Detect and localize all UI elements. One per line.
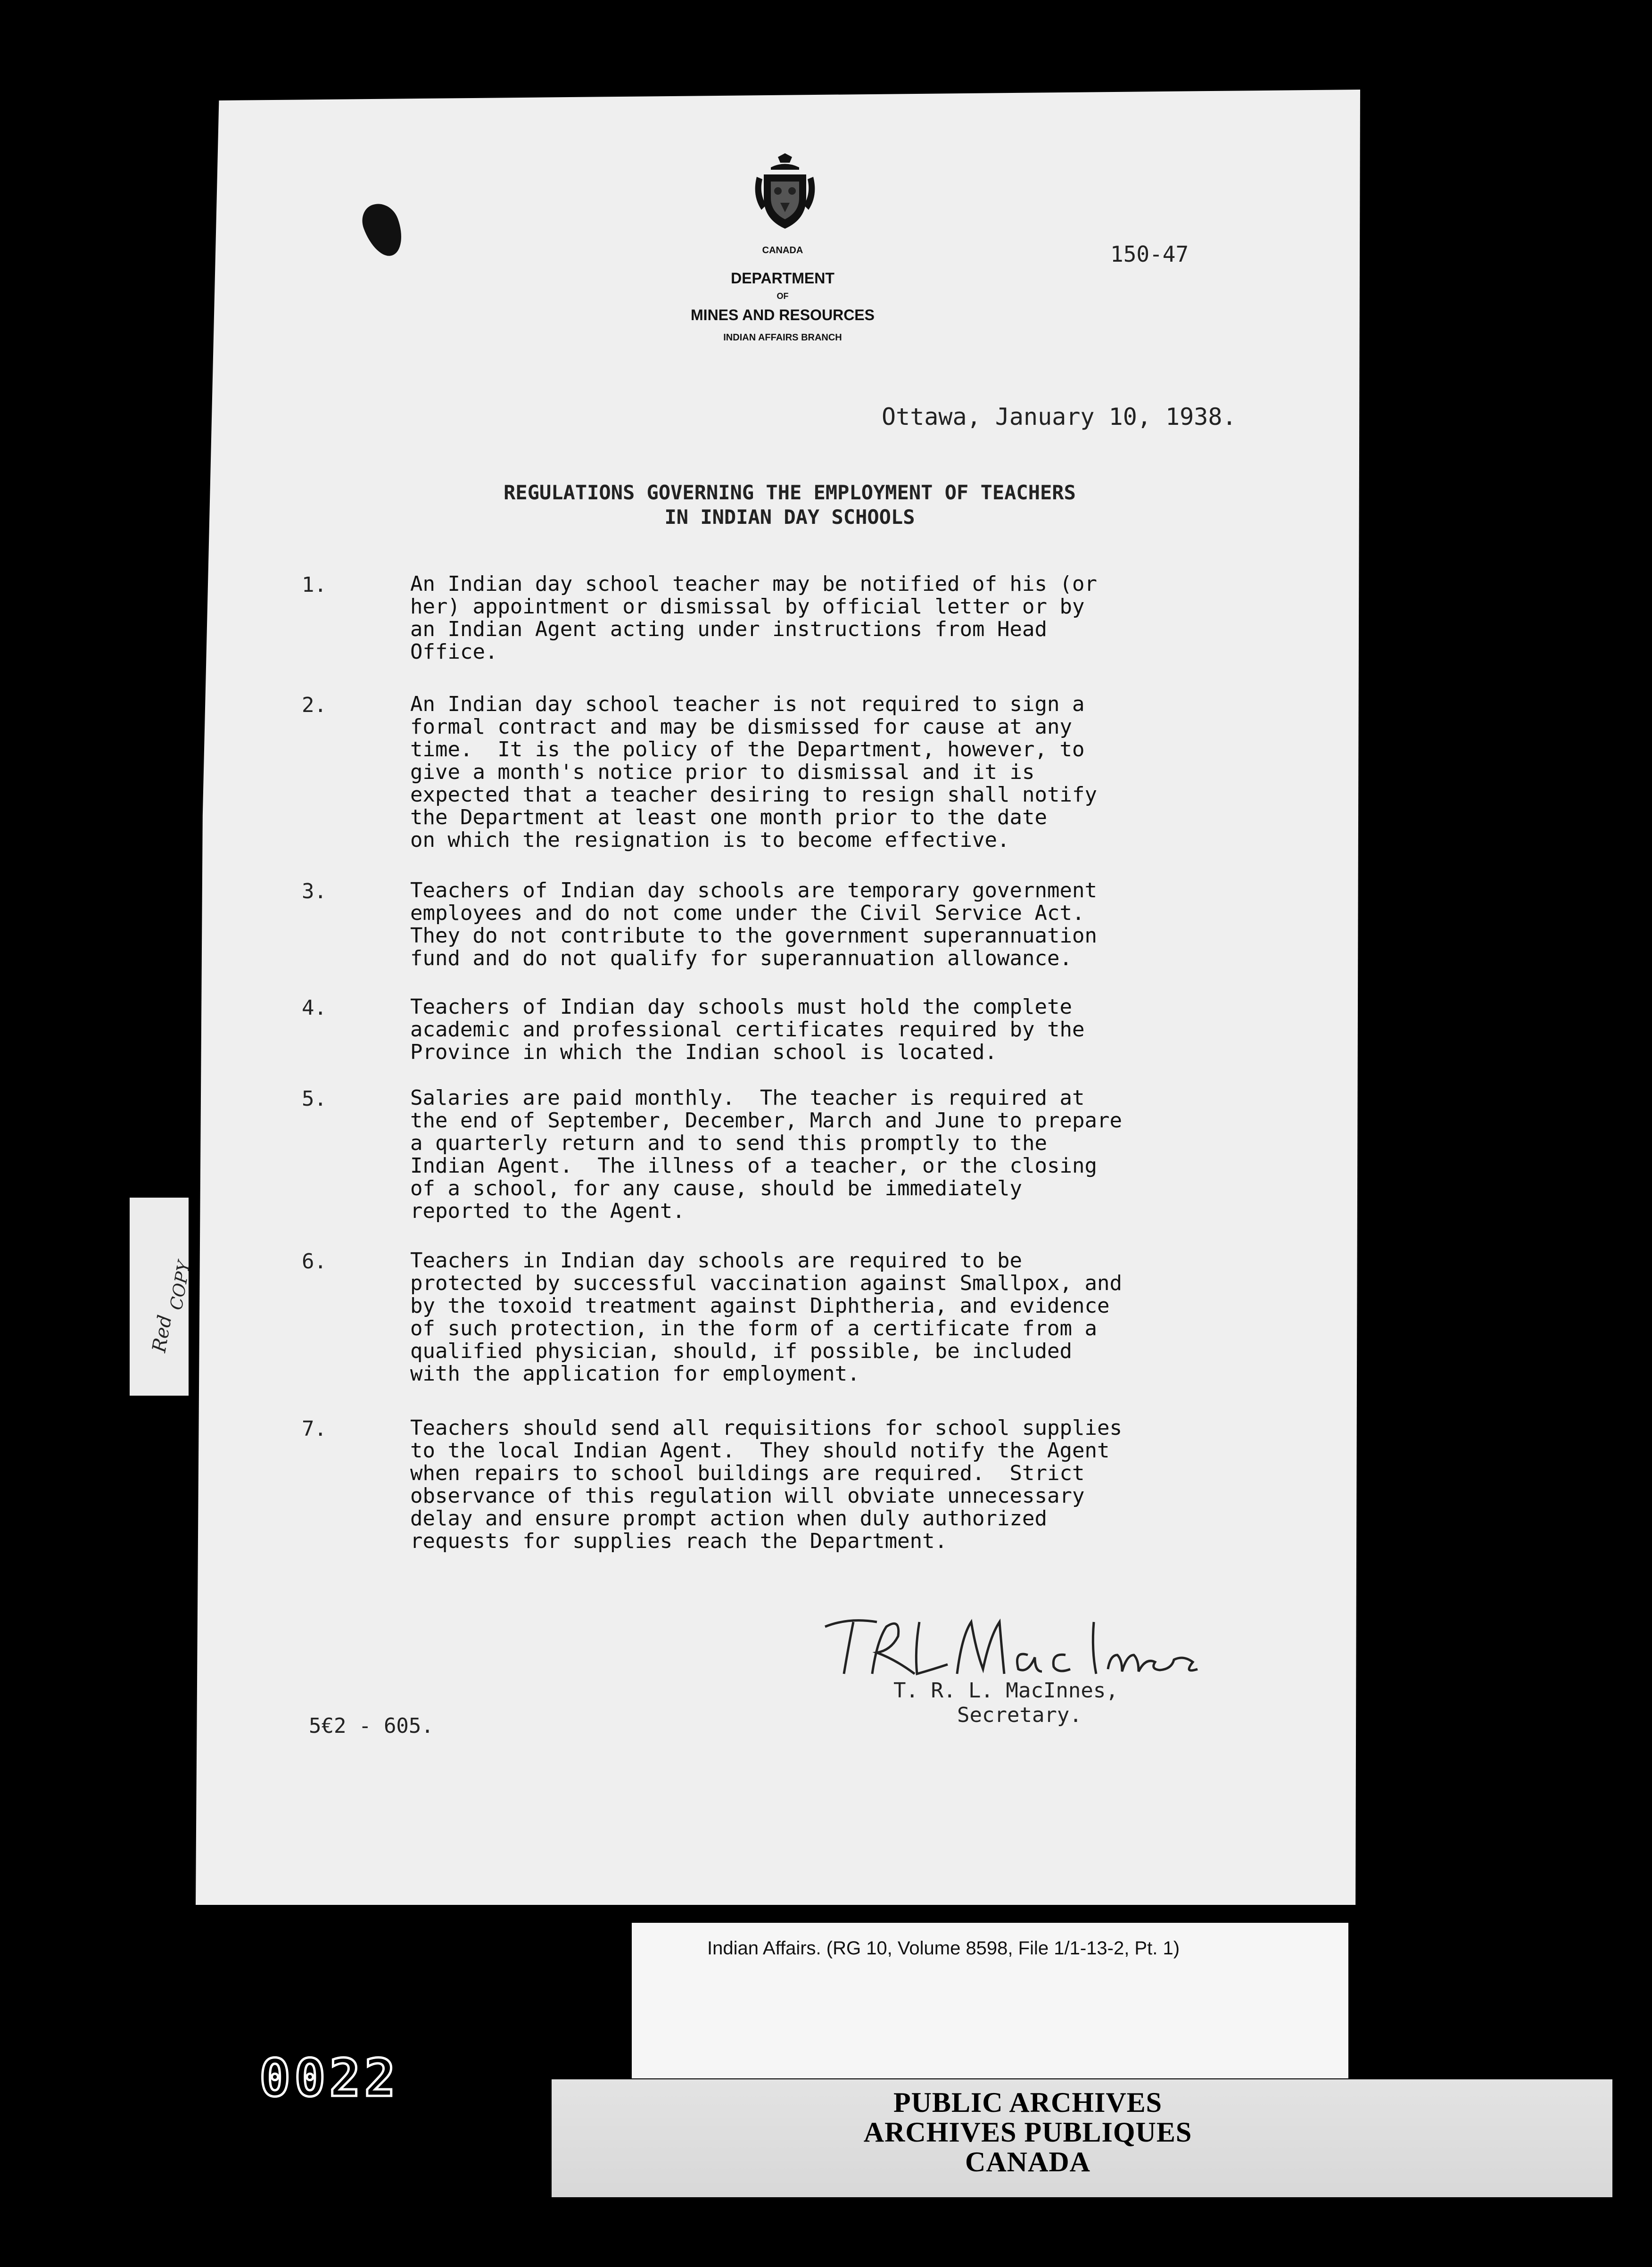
archive-caption-card bbox=[632, 1923, 1348, 2078]
side-tag bbox=[130, 1198, 195, 1396]
regulation-text: Teachers should send all requisitions for school supplies to the local Indian Agent. They should notify the Agent when repairs to school buildings are required. Strict observance of this regulation will obviate unnecessary delay and ensure prompt action when duly authorized requests for supplies reach the Department. bbox=[410, 1416, 1122, 1553]
regulation-number: 1. bbox=[302, 573, 327, 597]
regulation-number: 3. bbox=[302, 879, 327, 903]
handwritten-side-tag-icon bbox=[130, 1198, 195, 1396]
archive-label-line-2: ARCHIVES PUBLIQUES bbox=[863, 2117, 1192, 2148]
regulation-text: Teachers of Indian day schools are temporary government employees and do not come under the Civil Service Act. They do not contribute to the government superannuation fund and do not qualify for superannuation allowance. bbox=[410, 878, 1097, 970]
svg-text:COPY: COPY bbox=[166, 1259, 195, 1312]
letterhead-ministry: MINES AND RESOURCES bbox=[691, 306, 875, 323]
regulation-number: 4. bbox=[302, 996, 327, 1020]
archive-label-line-3: CANADA bbox=[965, 2146, 1090, 2177]
regulation-number: 7. bbox=[302, 1417, 327, 1441]
regulation-text: Teachers in Indian day schools are required to be protected by successful vaccination against Smallpox, and by the toxoid treatment against Diphtheria, and evidence of such protection, in the form of a certificate from a qualified physician, should, if possible, be included with the application for employment. bbox=[410, 1249, 1122, 1386]
signatory-name: T. R. L. MacInnes, bbox=[893, 1679, 1118, 1703]
regulation-number: 2. bbox=[302, 693, 327, 717]
svg-text:Red: Red bbox=[148, 1313, 176, 1354]
regulation-text: Teachers of Indian day schools must hold the complete academic and professional certificates required by the Province in which the Indian school is located. bbox=[410, 995, 1085, 1064]
file-number: 150-47 bbox=[1110, 241, 1189, 267]
frame-number bbox=[255, 2046, 410, 2108]
letterhead-department: DEPARTMENT bbox=[731, 270, 834, 287]
regulation-number: 5. bbox=[302, 1087, 327, 1111]
document-title-line-1: REGULATIONS GOVERNING THE EMPLOYMENT OF TEACHERS bbox=[504, 481, 1076, 504]
letterhead-country: CANADA bbox=[762, 245, 803, 256]
handwritten-signature bbox=[820, 1608, 1216, 1683]
reference-number: 5€2 - 605. bbox=[309, 1714, 434, 1738]
archive-caption: Indian Affairs. (RG 10, Volume 8598, File 1/1-13-2, Pt. 1) bbox=[707, 1938, 1180, 1959]
svg-text:0022: 0022 bbox=[259, 2048, 399, 2108]
coat-of-arms-icon bbox=[752, 153, 818, 233]
regulation-text: An Indian day school teacher may be notified of his (or her) appointment or dismissal by official letter or by an Indian Agent acting under instructions from Head Office. bbox=[410, 572, 1097, 664]
regulation-text: Salaries are paid monthly. The teacher is required at the end of September, December, March and June to prepare a quarterly return and to send this promptly to the Indian Agent. The illness of a teacher, or the closing of a school, for any cause, should be immediately reported to the Agent. bbox=[410, 1086, 1122, 1223]
letterhead-branch: INDIAN AFFAIRS BRANCH bbox=[723, 332, 842, 343]
regulation-text: An Indian day school teacher is not required to sign a formal contract and may be dismissed for cause at any time. It is the policy of the Department, however, to give a month's notice prior to dismissal and it is expected that a teacher desiring to resign shall notify the Department at least one month prior to the date on which the resignation is to become effective. bbox=[410, 692, 1097, 852]
document-title-line-2: IN INDIAN DAY SCHOOLS bbox=[664, 505, 915, 529]
regulation-number: 6. bbox=[302, 1249, 327, 1274]
letterhead-of: OF bbox=[776, 291, 789, 301]
archive-label-line-1: PUBLIC ARCHIVES bbox=[893, 2087, 1163, 2118]
signatory-title: Secretary. bbox=[957, 1703, 1082, 1727]
document-date: Ottawa, January 10, 1938. bbox=[882, 403, 1237, 430]
